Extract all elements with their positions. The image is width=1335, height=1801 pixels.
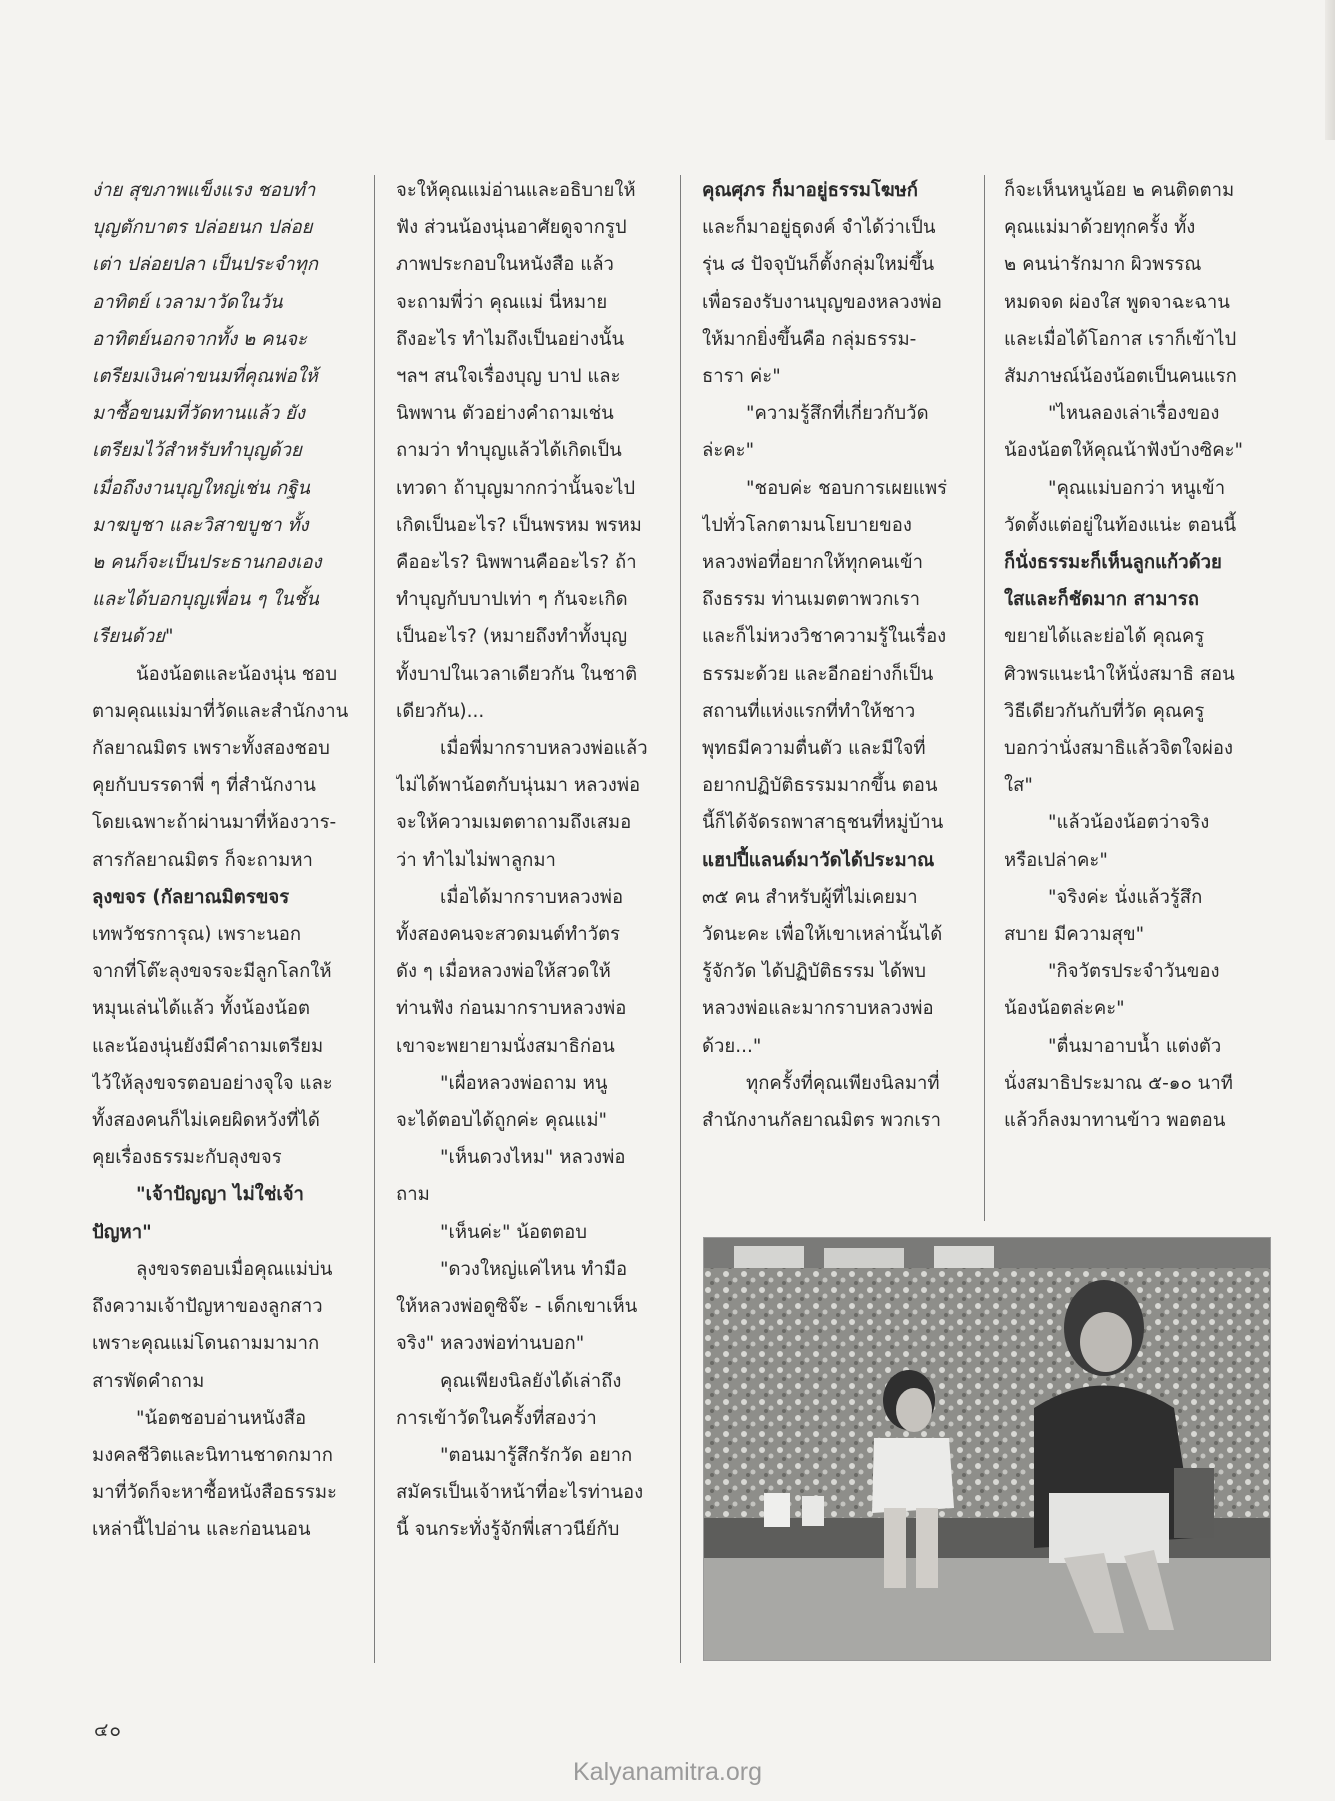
page-number: ๔๐ — [94, 1719, 122, 1741]
text-line: น้องน้อตล่ะคะ" — [1004, 998, 1125, 1020]
text-line: จากที่โต๊ะลุงขจรจะมีลูกโลกให้ — [92, 961, 332, 983]
text-line: ให้มากยิ่งขึ้นคือ กลุ่มธรรม- — [702, 328, 917, 350]
text-line: "ความรู้สึกที่เกี่ยวกับวัด — [746, 403, 929, 425]
text-line: ด้วย..." — [702, 1035, 762, 1057]
text-line: สารกัลยาณมิตร ก็จะถามหา — [92, 849, 313, 871]
text-line: วัดตั้งแต่อยู่ในท้องแน่ะ ตอนนี้ — [1004, 514, 1237, 536]
text-line: จะให้ความเมตตาถามถึงเสมอ — [396, 812, 632, 834]
column-divider — [374, 175, 375, 1663]
text-line: สัมภาษณ์น้องน้อตเป็นคนแรก — [1004, 366, 1237, 388]
text-line: ปัญหา" — [92, 1221, 152, 1243]
text-line: เต่า ปล่อยปลา เป็นประจำทุก — [92, 254, 318, 276]
text-line: บุญตักบาตร ปล่อยนก ปล่อย — [92, 217, 313, 239]
text-line: หลวงพ่อที่อยากให้ทุกคนเข้า — [702, 552, 923, 574]
text-line: ธารา ค่ะ" — [702, 366, 781, 388]
text-line: ทั้งบาปในเวลาเดียวกัน ในชาติ — [396, 663, 638, 685]
text-line: ก็จะเห็นหนูน้อย ๒ คนติดตาม — [1004, 180, 1235, 201]
text-line: ทุกครั้งที่คุณเพียงนิลมาที่ — [746, 1072, 940, 1094]
text-line: คุยเรื่องธรรมะกับลุงขจร — [92, 1147, 282, 1169]
text-line: คุณเพียงนิลยังได้เล่าถึง — [440, 1370, 622, 1392]
text-line: ถึงความเจ้าปัญหาของลูกสาว — [92, 1296, 323, 1318]
text-line: "ตื่นมาอาบน้ำ แต่งตัว — [1048, 1035, 1222, 1057]
text-line: "กิจวัตรประจำวันของ — [1048, 961, 1220, 983]
text-line: รุ่น ๘ ปัจจุบันก็ตั้งกลุ่มใหม่ขึ้น — [702, 254, 935, 276]
text-line: ตามคุณแม่มาที่วัดและสำนักงาน — [92, 700, 348, 722]
text-column-1 — [92, 172, 348, 1549]
text-line: เดียวกัน)... — [396, 700, 485, 722]
text-line: และเมื่อได้โอกาส เราก็เข้าไป — [1004, 328, 1237, 350]
text-line: ๓๕ คน สำหรับผู้ที่ไม่เคยมา — [702, 886, 918, 908]
text-line: คืออะไร? นิพพานคืออะไร? ถ้า — [396, 552, 637, 574]
text-line: ๒ คนก็จะเป็นประธานกองเอง — [92, 552, 322, 574]
text-line: เหล่านี้ไปอ่าน และก่อนนอน — [92, 1519, 311, 1541]
text-line: เรียนด้วย" — [92, 626, 174, 648]
text-line: ฟัง ส่วนน้องนุ่นอาศัยดูจากรูป — [396, 217, 627, 239]
text-line: การเข้าวัดในครั้งที่สองว่า — [396, 1407, 597, 1429]
page-edge — [1325, 0, 1335, 140]
text-line: ไว้ให้ลุงขจรตอบอย่างจุใจ และ — [92, 1072, 333, 1094]
text-line: จะถามพี่ว่า คุณแม่ นี่หมาย — [396, 291, 608, 313]
text-line: หรือเปล่าคะ" — [1004, 849, 1108, 871]
text-line: เตรียมเงินค่าขนมที่คุณพ่อให้ — [92, 366, 318, 388]
photo-illustration — [704, 1238, 1270, 1660]
text-line: เมื่อถึงงานบุญใหญ่เช่น กฐิน — [92, 477, 310, 499]
text-line: เตรียมไว้สำหรับทำบุญด้วย — [92, 440, 302, 462]
text-line: ใส" — [1004, 775, 1033, 797]
text-line: เกิดเป็นอะไร? เป็นพรหม พรหม — [396, 514, 642, 536]
text-line: รู้จักวัด ได้ปฏิบัติธรรม ได้พบ — [702, 961, 926, 983]
text-line: ก็นั่งธรรมะก็เห็นลูกแก้วด้วย — [1004, 552, 1222, 574]
text-line: สถานที่แห่งแรกที่ทำให้ชาว — [702, 700, 916, 722]
text-line: "เห็นค่ะ" น้อตตอบ — [440, 1221, 588, 1243]
text-line: คุณแม่มาด้วยทุกครั้ง ทั้ง — [1004, 217, 1196, 239]
text-line: ล่ะคะ" — [702, 440, 755, 462]
text-line: วิธีเดียวกันกับที่วัด คุณครู — [1004, 700, 1205, 722]
text-line: เทพวัชรการุณ) เพราะนอก — [92, 924, 302, 946]
text-line: สารพัดคำถาม — [92, 1370, 205, 1392]
text-line: กัลยาณมิตร เพราะทั้งสองชอบ — [92, 738, 330, 760]
text-line: โดยเฉพาะถ้าผ่านมาที่ห้องวาร- — [92, 812, 337, 834]
text-line: ง่าย สุขภาพแข็งแรง ชอบทำ — [92, 180, 316, 201]
text-line: เพราะคุณแม่โดนถามมามาก — [92, 1333, 320, 1355]
text-line: สบาย มีความสุข" — [1004, 924, 1145, 946]
text-line: เทวดา ถ้าบุญมากกว่านั้นจะไป — [396, 477, 636, 499]
text-line: ขยายได้และย่อได้ คุณครู — [1004, 626, 1205, 648]
text-line: ไปทั่วโลกตามนโยบายของ — [702, 514, 912, 536]
text-line: ๒ คนน่ารักมาก ผิวพรรณ — [1004, 254, 1202, 276]
text-line: เมื่อพี่มากราบหลวงพ่อแล้ว — [440, 738, 648, 760]
text-line: ธรรมะด้วย และอีกอย่างก็เป็น — [702, 663, 934, 685]
text-line: น้องน้อตและน้องนุ่น ชอบ — [136, 663, 338, 685]
text-column-3 — [702, 172, 958, 1139]
text-line: เป็นอะไร? (หมายถึงทำทั้งบุญ — [396, 626, 628, 648]
text-line: หมุนเล่นได้แล้ว ทั้งน้องน้อต — [92, 998, 310, 1020]
text-line: อาทิตย์ เวลามาวัดในวัน — [92, 291, 283, 313]
text-line: จะให้คุณแม่อ่านและอธิบายให้ — [396, 180, 636, 201]
text-line: ภาพประกอบในหนังสือ แล้ว — [396, 254, 614, 276]
text-line: นั่งสมาธิประมาณ ๕-๑๐ นาที — [1004, 1072, 1233, 1094]
text-line: "จริงค่ะ นั่งแล้วรู้สึก — [1048, 886, 1203, 908]
text-line: สำนักงานกัลยาณมิตร พวกเรา — [702, 1110, 941, 1132]
text-line: "ไหนลองเล่าเรื่องของ — [1048, 403, 1220, 425]
text-line: สมัครเป็นเจ้าหน้าที่อะไรท่านอง — [396, 1482, 644, 1504]
text-line: ถึงอะไร ทำไมถึงเป็นอย่างนั้น — [396, 328, 625, 350]
text-line: นิพพาน ตัวอย่างคำถามเช่น — [396, 403, 614, 425]
text-line: อยากปฏิบัติธรรมมากขึ้น ตอน — [702, 775, 938, 797]
text-line: "น้อตชอบอ่านหนังสือ — [136, 1407, 307, 1429]
text-line: "ดวงใหญ่แค่ไหน ทำมือ — [440, 1258, 628, 1280]
text-line: เมื่อได้มากราบหลวงพ่อ — [440, 886, 624, 908]
text-line: ท่านฟัง ก่อนมากราบหลวงพ่อ — [396, 998, 627, 1020]
text-line: นี้ก็ได้จัดรถพาสาธุชนที่หมู่บ้าน — [702, 812, 944, 834]
text-line: ศิวพรแนะนำให้นั่งสมาธิ สอน — [1004, 663, 1235, 685]
text-line: ถาม — [396, 1184, 430, 1206]
text-line: จะได้ตอบได้ถูกค่ะ คุณแม่" — [396, 1110, 608, 1132]
text-line: มงคลชีวิตและนิทานชาดกมาก — [92, 1444, 333, 1466]
text-column-4 — [1004, 172, 1262, 1139]
text-line: และก็มาอยู่ธุดงค์ จำได้ว่าเป็น — [702, 217, 936, 239]
text-line: "ตอนมารู้สึกรักวัด อยาก — [440, 1444, 633, 1466]
text-line: เขาจะพยายามนั่งสมาธิก่อน — [396, 1035, 615, 1057]
text-line: ว่า ทำไมไม่พาลูกมา — [396, 849, 556, 871]
text-line: บอกว่านั่งสมาธิแล้วจิตใจผ่อง — [1004, 738, 1234, 760]
text-line: พุทธมีความตื่นตัว และมีใจที่ — [702, 738, 926, 760]
text-line: หมดจด ผ่องใส พูดจาฉะฉาน — [1004, 291, 1230, 313]
text-line: และก็ไม่หวงวิชาความรู้ในเรื่อง — [702, 626, 947, 648]
text-line: ฯลฯ สนใจเรื่องบุญ บาป และ — [396, 366, 621, 388]
text-column-2 — [396, 172, 652, 1549]
text-line: ทั้งสองคนก็ไม่เคยผิดหวังที่ได้ — [92, 1110, 320, 1132]
column-divider — [680, 175, 681, 1663]
text-line: "เผื่อหลวงพ่อถาม หนู — [440, 1072, 608, 1094]
text-line: คุยกับบรรดาพี่ ๆ ที่สำนักงาน — [92, 775, 316, 797]
photograph-mother-and-daughter — [703, 1237, 1271, 1661]
column-divider — [984, 175, 985, 1221]
text-line: ใสและก็ชัดมาก สามารถ — [1004, 589, 1199, 611]
text-line: มาฆบูชา และวิสาขบูชา ทั้ง — [92, 514, 309, 536]
text-line: ลุงขจร (กัลยาณมิตรขจร — [92, 886, 290, 908]
text-line: อาทิตย์นอกจากทั้ง ๒ คนจะ — [92, 328, 307, 350]
text-line: น้องน้อตให้คุณน้าฟังบ้างซิคะ" — [1004, 440, 1244, 462]
text-line: และน้องนุ่นยังมีคำถามเตรียม — [92, 1035, 324, 1057]
text-line: แล้วก็ลงมาทานข้าว พอตอน — [1004, 1110, 1226, 1132]
text-line: "คุณแม่บอกว่า หนูเข้า — [1048, 477, 1226, 499]
text-line: มาที่วัดก็จะหาซื้อหนังสือธรรมะ — [92, 1482, 337, 1504]
text-line: ให้หลวงพ่อดูซิจ๊ะ - เด็กเขาเห็น — [396, 1296, 638, 1318]
text-line: "แล้วน้องน้อตว่าจริง — [1048, 812, 1210, 834]
text-line: แฮปปี้แลนด์มาวัดได้ประมาณ — [702, 849, 935, 871]
text-line: หลวงพ่อและมากราบหลวงพ่อ — [702, 998, 934, 1020]
text-line: เพื่อรองรับงานบุญของหลวงพ่อ — [702, 291, 943, 313]
text-line: "เห็นดวงไหม" หลวงพ่อ — [440, 1147, 626, 1169]
text-line: และได้บอกบุญเพื่อน ๆ ในชั้น — [92, 589, 319, 611]
text-line: ถามว่า ทำบุญแล้วได้เกิดเป็น — [396, 440, 622, 462]
text-line: "เจ้าปัญญา ไม่ใช่เจ้า — [136, 1184, 304, 1206]
text-line: "ชอบค่ะ ชอบการเผยแพร่ — [746, 477, 948, 499]
text-line: มาซื้อขนมที่วัดทานแล้ว ยัง — [92, 403, 305, 425]
text-line: ทำบุญกับบาปเท่า ๆ กันจะเกิด — [396, 589, 628, 611]
text-line: ลุงขจรตอบเมื่อคุณแม่บ่น — [136, 1258, 333, 1280]
text-line: วัดนะคะ เพื่อให้เขาเหล่านั้นได้ — [702, 924, 943, 946]
text-line: คุณศุภร ก็มาอยู่ธรรมโฆษก์ — [702, 180, 919, 201]
watermark: Kalyanamitra.org — [573, 1758, 762, 1786]
text-line: ถึงธรรม ท่านเมตตาพวกเรา — [702, 589, 921, 611]
text-line: ดัง ๆ เมื่อหลวงพ่อให้สวดให้ — [396, 961, 611, 983]
text-line: ทั้งสองคนจะสวดมนต์ทำวัตร — [396, 924, 620, 946]
text-line: นี้ จนกระทั่งรู้จักพี่เสาวนีย์กับ — [396, 1519, 620, 1541]
text-line: จริง" หลวงพ่อท่านบอก" — [396, 1333, 585, 1355]
text-line: ไม่ได้พาน้อตกับนุ่นมา หลวงพ่อ — [396, 775, 641, 797]
